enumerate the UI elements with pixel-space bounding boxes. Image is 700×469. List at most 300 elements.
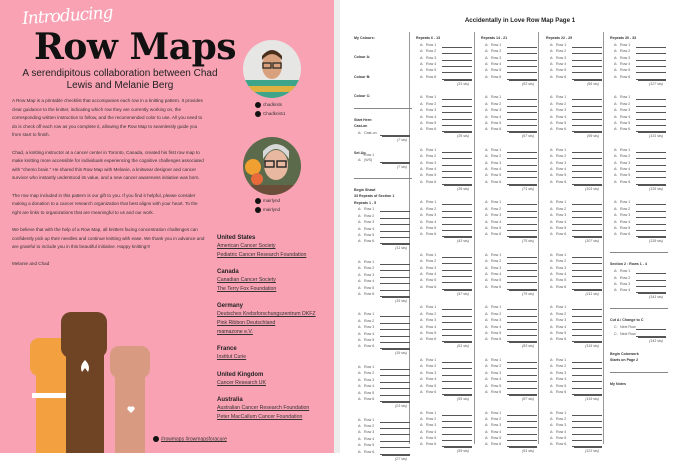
charity-link[interactable]: American Cancer Society	[217, 243, 276, 249]
hashtags[interactable]	[153, 436, 227, 442]
check-line[interactable]	[442, 214, 472, 218]
check-line[interactable]	[442, 122, 472, 126]
check-line[interactable]	[380, 261, 410, 265]
check-line[interactable]	[507, 267, 537, 271]
check-line[interactable]	[636, 109, 666, 113]
check-line[interactable]	[507, 279, 537, 283]
check-line[interactable]	[507, 149, 537, 153]
check-line[interactable]	[380, 293, 410, 297]
check-line[interactable]	[636, 168, 666, 172]
check-line[interactable]	[636, 96, 666, 100]
check-line[interactable]	[442, 372, 472, 376]
check-line[interactable]	[380, 320, 410, 324]
check-line[interactable]	[380, 392, 410, 396]
check-line[interactable]	[442, 76, 472, 80]
check-line[interactable]	[442, 50, 472, 54]
charity-link[interactable]: mamazone e.V.	[217, 328, 253, 335]
melanie-facebook-link[interactable]	[255, 205, 280, 214]
check-line[interactable]	[507, 424, 537, 428]
row-label: Row 1	[491, 357, 502, 362]
colour-prefix: A:	[420, 127, 424, 132]
check-line[interactable]	[572, 418, 602, 422]
check-line[interactable]	[636, 181, 666, 185]
check-line[interactable]	[507, 359, 537, 363]
colour-prefix: A:	[420, 219, 424, 224]
check-line[interactable]	[380, 240, 410, 244]
colour-prefix: A:	[485, 278, 489, 283]
check-line[interactable]	[636, 289, 666, 293]
check-line[interactable]	[442, 69, 472, 73]
check-line[interactable]	[572, 385, 602, 389]
check-line[interactable]	[380, 333, 410, 337]
check-line[interactable]	[572, 96, 602, 100]
check-line[interactable]	[380, 444, 410, 448]
check-line[interactable]	[572, 233, 602, 237]
check-line[interactable]	[507, 431, 537, 435]
check-line[interactable]	[572, 63, 602, 67]
stitch-count: (67 sts)	[509, 132, 537, 139]
check-line[interactable]	[636, 208, 666, 212]
row-label: Row 2	[491, 364, 502, 369]
row-label: Row 6	[364, 291, 375, 296]
check-line[interactable]	[380, 221, 410, 225]
row-checklist-item	[416, 178, 474, 184]
row-checklist-item	[610, 159, 668, 165]
check-line[interactable]	[636, 128, 666, 132]
row-checklist-item	[416, 94, 474, 100]
row-checklist-item	[481, 336, 539, 342]
check-line[interactable]	[572, 365, 602, 369]
check-line[interactable]	[507, 260, 537, 264]
check-line[interactable]	[442, 63, 472, 67]
check-line[interactable]	[507, 385, 537, 389]
row-label: Row 3	[491, 213, 502, 218]
check-line[interactable]	[442, 273, 472, 277]
row-checklist-item	[416, 271, 474, 277]
check-line[interactable]	[636, 155, 666, 159]
check-line[interactable]	[572, 443, 602, 447]
check-line[interactable]	[507, 326, 537, 330]
check-line[interactable]	[380, 425, 410, 429]
check-line[interactable]	[636, 50, 666, 54]
check-line[interactable]	[636, 116, 666, 120]
check-line[interactable]	[442, 385, 472, 389]
check-line[interactable]	[636, 57, 666, 61]
row-label: Row 4	[556, 429, 567, 434]
stitch-count: (19 sts)	[382, 349, 410, 356]
check-line[interactable]	[380, 385, 410, 389]
check-line[interactable]	[507, 214, 537, 218]
row-label: Row 5	[556, 68, 567, 73]
row-checklist-item	[481, 178, 539, 184]
section-label: Begin Colorwork	[610, 351, 639, 356]
check-line[interactable]	[442, 418, 472, 422]
check-line[interactable]	[380, 379, 410, 383]
check-line[interactable]	[380, 326, 410, 330]
row-checklist-item	[416, 113, 474, 119]
check-line[interactable]	[442, 326, 472, 330]
check-line[interactable]	[507, 227, 537, 231]
row-label: Row 5	[556, 383, 567, 388]
check-line[interactable]	[636, 44, 666, 48]
check-line[interactable]	[442, 103, 472, 107]
check-line[interactable]	[507, 437, 537, 441]
row-checklist-item	[610, 73, 668, 79]
check-line[interactable]	[507, 443, 537, 447]
colour-prefix: A:	[550, 259, 554, 264]
check-line[interactable]	[507, 254, 537, 258]
row-label: Row 1	[620, 42, 631, 47]
check-line[interactable]	[636, 333, 666, 337]
check-line[interactable]	[572, 174, 602, 178]
colour-prefix: A:	[485, 377, 489, 382]
check-line[interactable]	[507, 378, 537, 382]
row-label: Row 3	[426, 213, 437, 218]
check-line[interactable]	[572, 254, 602, 258]
check-line[interactable]	[572, 431, 602, 435]
check-line[interactable]	[507, 412, 537, 416]
charity-link[interactable]: Deutsches Krebsforschungszentrum DKFZ	[217, 311, 316, 318]
check-line[interactable]	[442, 155, 472, 159]
row-checklist-item	[416, 422, 474, 428]
check-line[interactable]	[507, 201, 537, 205]
check-line[interactable]	[380, 228, 410, 232]
row-label: Row 4	[620, 288, 631, 293]
row-label: Row 1	[426, 95, 437, 100]
check-line[interactable]	[572, 332, 602, 336]
check-line[interactable]	[442, 431, 472, 435]
check-line[interactable]	[507, 168, 537, 172]
row-checklist-item	[546, 264, 604, 270]
check-line[interactable]	[507, 122, 537, 126]
row-checklist-item	[416, 73, 474, 79]
check-line[interactable]	[572, 162, 602, 166]
check-line[interactable]	[380, 215, 410, 219]
check-line[interactable]	[507, 306, 537, 310]
check-line[interactable]	[636, 162, 666, 166]
check-line[interactable]	[507, 319, 537, 323]
check-line[interactable]	[442, 412, 472, 416]
check-line[interactable]	[636, 69, 666, 73]
row-checklist-item	[546, 271, 604, 277]
colour-prefix: A:	[485, 154, 489, 159]
check-line[interactable]	[442, 424, 472, 428]
check-line[interactable]	[572, 69, 602, 73]
check-line[interactable]	[442, 306, 472, 310]
check-line[interactable]	[507, 418, 537, 422]
charity-link[interactable]: Australian Cancer Research Foundation	[217, 405, 310, 412]
colour-prefix: A:	[420, 331, 424, 336]
colour-prefix: A:	[550, 213, 554, 218]
check-line[interactable]	[380, 287, 410, 291]
check-line[interactable]	[507, 63, 537, 67]
check-line[interactable]	[572, 391, 602, 395]
check-line[interactable]	[572, 267, 602, 271]
row-checklist-item	[546, 218, 604, 224]
check-line[interactable]	[442, 365, 472, 369]
row-group	[546, 41, 604, 86]
check-line[interactable]	[380, 313, 410, 317]
colour-prefix: A:	[420, 410, 424, 415]
check-line[interactable]	[380, 234, 410, 238]
row-group	[416, 409, 474, 454]
check-line[interactable]	[442, 254, 472, 258]
check-line[interactable]	[442, 149, 472, 153]
row-group	[610, 94, 668, 139]
check-line[interactable]	[572, 359, 602, 363]
row-checklist-item	[546, 73, 604, 79]
colour-prefix: A:	[420, 389, 424, 394]
check-line[interactable]	[507, 155, 537, 159]
colour-prefix: A:	[614, 108, 618, 113]
colour-prefix: A:	[550, 324, 554, 329]
check-line[interactable]	[507, 372, 537, 376]
charity-link[interactable]: Pediatric Cancer Research Foundation	[217, 251, 307, 258]
row-checklist-item	[610, 231, 668, 237]
country-heading: Australia	[217, 397, 243, 404]
colour-prefix: A:	[550, 416, 554, 421]
check-line[interactable]	[380, 366, 410, 370]
check-line[interactable]	[442, 96, 472, 100]
check-line[interactable]	[636, 103, 666, 107]
check-line[interactable]	[442, 286, 472, 290]
check-line[interactable]	[380, 438, 410, 442]
charity-link[interactable]: Pink Ribbon Deutschland	[217, 319, 276, 326]
check-line[interactable]	[572, 44, 602, 48]
row-label: Row 1	[491, 252, 502, 257]
check-line[interactable]	[507, 57, 537, 61]
check-line[interactable]	[636, 233, 666, 237]
check-line[interactable]	[442, 260, 472, 264]
check-line[interactable]	[507, 208, 537, 212]
row-label: Row 3	[620, 281, 631, 286]
chad-instagram-link[interactable]	[255, 100, 286, 109]
check-line[interactable]	[442, 116, 472, 120]
check-line[interactable]	[636, 122, 666, 126]
check-line[interactable]	[572, 372, 602, 376]
check-line[interactable]	[380, 419, 410, 423]
check-line[interactable]	[507, 96, 537, 100]
check-line[interactable]	[442, 267, 472, 271]
check-line[interactable]	[572, 437, 602, 441]
colour-prefix: A:	[420, 305, 424, 310]
colour-prefix: A:	[614, 61, 618, 66]
check-line[interactable]	[507, 76, 537, 80]
check-line[interactable]	[380, 132, 410, 136]
check-line[interactable]	[636, 214, 666, 218]
check-line[interactable]	[442, 332, 472, 336]
row-checklist-item	[546, 67, 604, 73]
check-line[interactable]	[572, 57, 602, 61]
check-line[interactable]	[507, 313, 537, 317]
check-line[interactable]	[442, 443, 472, 447]
check-line[interactable]	[507, 233, 537, 237]
check-line[interactable]	[442, 227, 472, 231]
check-line[interactable]	[572, 208, 602, 212]
check-line[interactable]	[507, 286, 537, 290]
check-line[interactable]	[507, 273, 537, 277]
row-label: Row 3	[620, 55, 631, 60]
row-label: Row 5	[491, 68, 502, 73]
charity-link[interactable]: Cancer Research UK	[217, 379, 267, 386]
check-line[interactable]	[442, 174, 472, 178]
colour-prefix: A:	[614, 269, 618, 274]
check-line[interactable]	[442, 201, 472, 205]
check-line[interactable]	[442, 391, 472, 395]
check-line[interactable]	[636, 174, 666, 178]
check-line[interactable]	[572, 214, 602, 218]
check-line[interactable]	[507, 162, 537, 166]
check-line[interactable]	[572, 116, 602, 120]
check-line[interactable]	[572, 378, 602, 382]
check-line[interactable]	[572, 109, 602, 113]
row-label: Row 2	[556, 364, 567, 369]
check-line[interactable]	[380, 267, 410, 271]
colour-prefix: A:	[420, 101, 424, 106]
melanie-instagram-link[interactable]	[255, 196, 280, 205]
check-line[interactable]	[507, 181, 537, 185]
charity-link[interactable]: The Terry Fox Foundation	[217, 285, 277, 292]
row-checklist-item	[416, 416, 474, 422]
check-line[interactable]	[442, 44, 472, 48]
check-line[interactable]	[636, 270, 666, 274]
check-line[interactable]	[380, 339, 410, 343]
check-line[interactable]	[507, 174, 537, 178]
colour-prefix: A:	[614, 95, 618, 100]
check-line[interactable]	[442, 181, 472, 185]
row-label: Cast-on	[364, 130, 377, 135]
check-line[interactable]	[507, 391, 537, 395]
check-line[interactable]	[442, 279, 472, 283]
check-line[interactable]	[572, 181, 602, 185]
check-line[interactable]	[572, 286, 602, 290]
check-line[interactable]	[572, 122, 602, 126]
check-line[interactable]	[572, 424, 602, 428]
check-line[interactable]	[442, 437, 472, 441]
check-line[interactable]	[380, 274, 410, 278]
row-checklist-item	[610, 61, 668, 67]
check-line[interactable]	[380, 208, 410, 212]
check-line[interactable]	[572, 260, 602, 264]
check-line[interactable]	[380, 280, 410, 284]
check-line[interactable]	[507, 338, 537, 342]
check-line[interactable]	[442, 162, 472, 166]
charity-link[interactable]: Institut Curie	[217, 354, 247, 361]
check-line[interactable]	[572, 201, 602, 205]
row-label: Row 2	[364, 266, 375, 271]
section-label: Set-Up	[354, 151, 366, 156]
check-line[interactable]	[442, 319, 472, 323]
check-line[interactable]	[572, 155, 602, 159]
check-line[interactable]	[636, 63, 666, 67]
check-line[interactable]	[507, 109, 537, 113]
check-line[interactable]	[442, 233, 472, 237]
check-line[interactable]	[380, 345, 410, 349]
row-checklist-item	[354, 389, 412, 395]
row-group	[416, 94, 474, 139]
colour-prefix: A:	[485, 436, 489, 441]
check-line[interactable]	[572, 313, 602, 317]
check-line[interactable]	[636, 326, 666, 330]
row-map-title: Accidentally in Love Row Map Page 1	[464, 17, 576, 24]
check-line[interactable]	[636, 149, 666, 153]
check-line[interactable]	[636, 221, 666, 225]
check-line[interactable]	[507, 365, 537, 369]
check-line[interactable]	[442, 57, 472, 61]
row-label: Row 3	[491, 370, 502, 375]
check-line[interactable]	[572, 103, 602, 107]
check-line[interactable]	[572, 149, 602, 153]
check-line[interactable]	[442, 359, 472, 363]
check-line[interactable]	[442, 208, 472, 212]
check-line[interactable]	[507, 221, 537, 225]
check-line[interactable]	[636, 283, 666, 287]
check-line[interactable]	[380, 159, 410, 163]
check-line[interactable]	[572, 338, 602, 342]
check-line[interactable]	[636, 201, 666, 205]
check-line[interactable]	[442, 128, 472, 132]
left-page	[0, 0, 334, 453]
row-group	[416, 199, 474, 244]
check-line[interactable]	[572, 412, 602, 416]
check-line[interactable]	[507, 44, 537, 48]
check-line[interactable]	[572, 227, 602, 231]
check-line[interactable]	[507, 103, 537, 107]
check-line[interactable]	[507, 69, 537, 73]
check-line[interactable]	[442, 338, 472, 342]
check-line[interactable]	[572, 319, 602, 323]
check-line[interactable]	[572, 168, 602, 172]
colour-prefix: A:	[358, 390, 362, 395]
charity-link[interactable]: Canadian Cancer Society	[217, 277, 276, 284]
check-line[interactable]	[442, 378, 472, 382]
check-line[interactable]	[572, 76, 602, 80]
check-line[interactable]	[442, 313, 472, 317]
check-line[interactable]	[572, 128, 602, 132]
check-line[interactable]	[572, 50, 602, 54]
check-line[interactable]	[507, 116, 537, 120]
check-line[interactable]	[380, 398, 410, 402]
check-line[interactable]	[380, 372, 410, 376]
check-line[interactable]	[572, 279, 602, 283]
check-line[interactable]	[507, 332, 537, 336]
row-label: Row 4	[426, 377, 437, 382]
row-checklist-item	[416, 48, 474, 54]
check-line[interactable]	[380, 431, 410, 435]
check-line[interactable]	[636, 76, 666, 80]
check-line[interactable]	[507, 50, 537, 54]
row-checklist-item	[416, 283, 474, 289]
check-line[interactable]	[442, 109, 472, 113]
check-line[interactable]	[507, 128, 537, 132]
check-line[interactable]	[572, 306, 602, 310]
row-label: Row 4	[426, 114, 437, 119]
row-label: Row 6	[426, 284, 437, 289]
row-checklist-item	[416, 146, 474, 152]
check-line[interactable]	[442, 221, 472, 225]
row-checklist-item	[481, 369, 539, 375]
charity-link[interactable]: Peter MacCallum Cancer Foundation	[217, 413, 303, 420]
check-line[interactable]	[636, 277, 666, 281]
check-line[interactable]	[572, 326, 602, 330]
check-line[interactable]	[442, 168, 472, 172]
check-line[interactable]	[572, 273, 602, 277]
check-line[interactable]	[572, 221, 602, 225]
check-line[interactable]	[636, 227, 666, 231]
chad-facebook-link[interactable]	[255, 109, 286, 118]
row-checklist-item	[546, 120, 604, 126]
colour-prefix: A:	[420, 232, 424, 237]
